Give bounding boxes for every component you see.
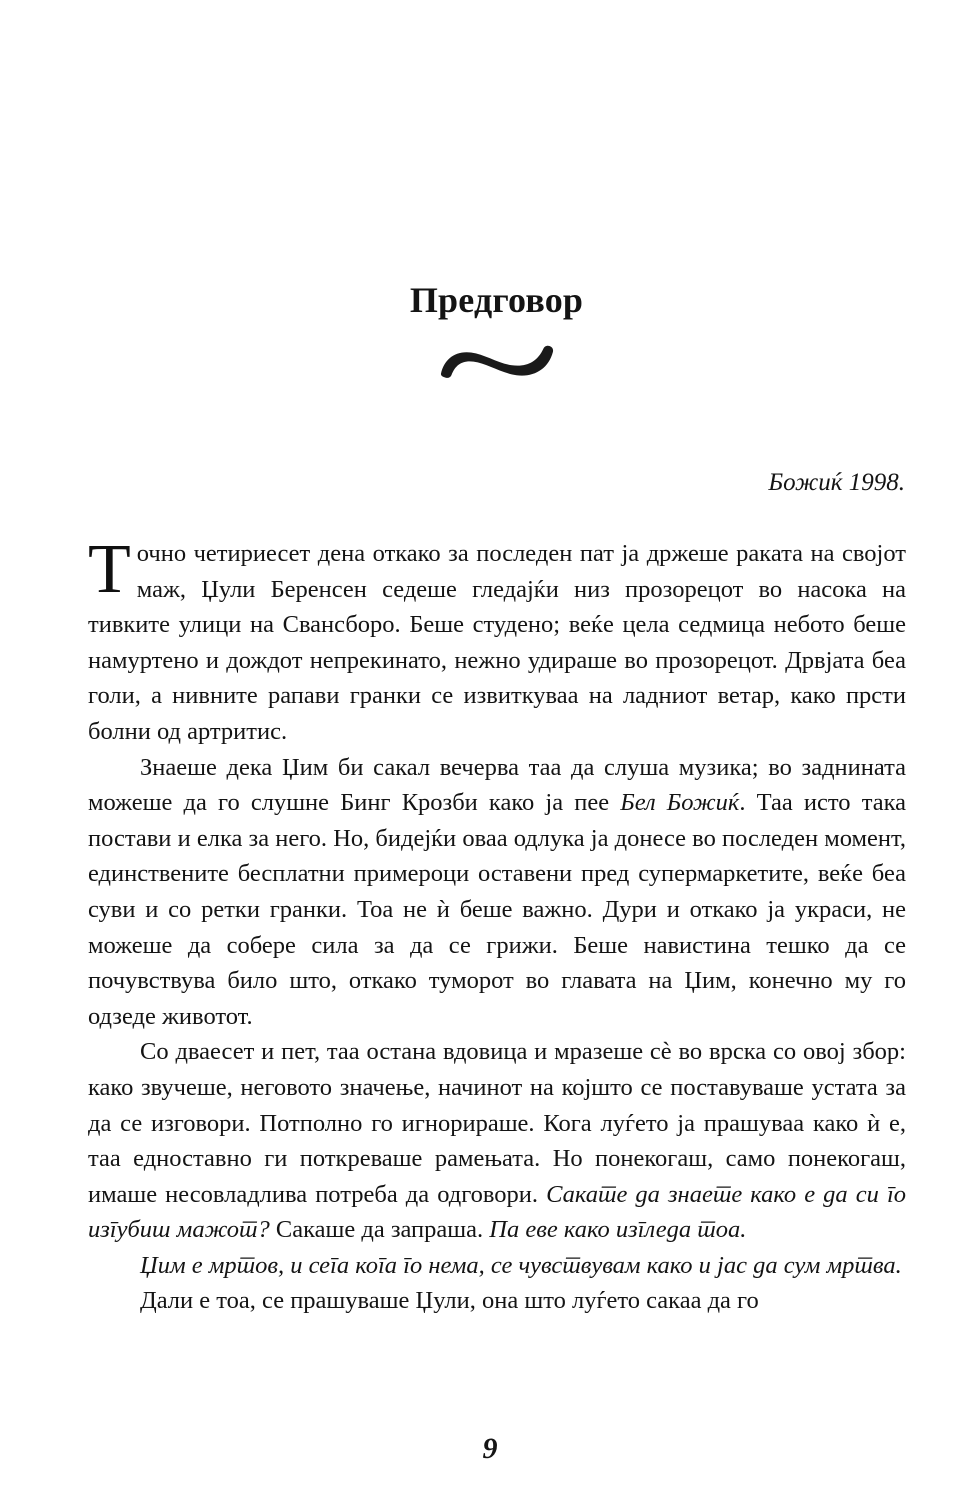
body-text bbox=[88, 531, 906, 1319]
paragraph-3-inner-thought-2: Па еве како изгледа тоа. bbox=[489, 1216, 747, 1244]
chapter-header bbox=[88, 282, 905, 384]
drop-cap: Т bbox=[88, 531, 131, 608]
paragraph-5 bbox=[88, 1283, 906, 1319]
paragraph-2-song-title: Бел Божиќ bbox=[620, 789, 740, 817]
dateline: Божиќ 1998. bbox=[768, 469, 905, 496]
tilde-swash-ornament bbox=[88, 338, 905, 384]
paragraph-5-text: Дали е тоа, се прашуваше Џули, она што луѓето сакаа да го bbox=[140, 1287, 759, 1315]
paragraph-3-run-3: Сакаше да запраша. bbox=[269, 1216, 490, 1244]
paragraph-1-text: очно четириесет дена откако за последен пат ја држеше раката на својот маж, Џули Беренсен седеше гледајќи низ прозорецот во насока на тивките улици на Свансборо. Беше студено; веќе цела седмица небото беше намуртено и дождот непрекинато, нежно удираше во прозорецот. Дрвјата беа голи, а нивните рапави гранки се извиткуваа на ладниот ветар, како прсти болни од артритис. bbox=[88, 540, 906, 745]
page-title: Предговор bbox=[409, 280, 584, 320]
paragraph-1 bbox=[88, 531, 906, 750]
paragraph-3-run-1: Со дваесет и пет, таа остана вдовица и мразеше сѐ во врска со овој збор: како звучеше, неговото значење, начинот на којшто се поставуваше устата за да се изговори. Потполно го игнорираше. Кога луѓето ја прашуваа како ѝ е, таа едноставно ги поткреваше рамењата. Но понекогаш, само понекогаш, имаше несовладлива потреба да одговори. bbox=[88, 1038, 906, 1208]
paragraph-3-inner-thought-1: Сакате да знаете како е да си го изгубиш мажот? bbox=[88, 1180, 906, 1244]
paragraph-2 bbox=[88, 750, 906, 1035]
page-number: 9 bbox=[482, 1432, 498, 1465]
paragraph-4-text: Џим е мртов, и сега кога го нема, се чувствувам како и јас да сум мртва. bbox=[140, 1251, 902, 1279]
paragraph-2-run-1: Знаеше дека Џим би сакал вечерва таа да слуша музика; во заднината можеше да го слушне Бинг Крозби како ја пее bbox=[88, 753, 906, 817]
paragraph-2-run-3: . Таа исто така постави и елка за него. Но, бидејќи оваа одлука ја донесе во последен момент, единствените бесплатни примероци оставени пред супермаркетите, веќе беа суви и со ретки гранки. Тоа не ѝ беше важно. Дури и откако ја украси, не можеше да собере сила за да се грижи. Беше навистина тешко да се почувствува било што, откако туморот во главата на Џим, конечно му го одзеде животот. bbox=[88, 789, 906, 1030]
paragraph-4 bbox=[88, 1248, 906, 1284]
paragraph-3 bbox=[88, 1034, 906, 1248]
